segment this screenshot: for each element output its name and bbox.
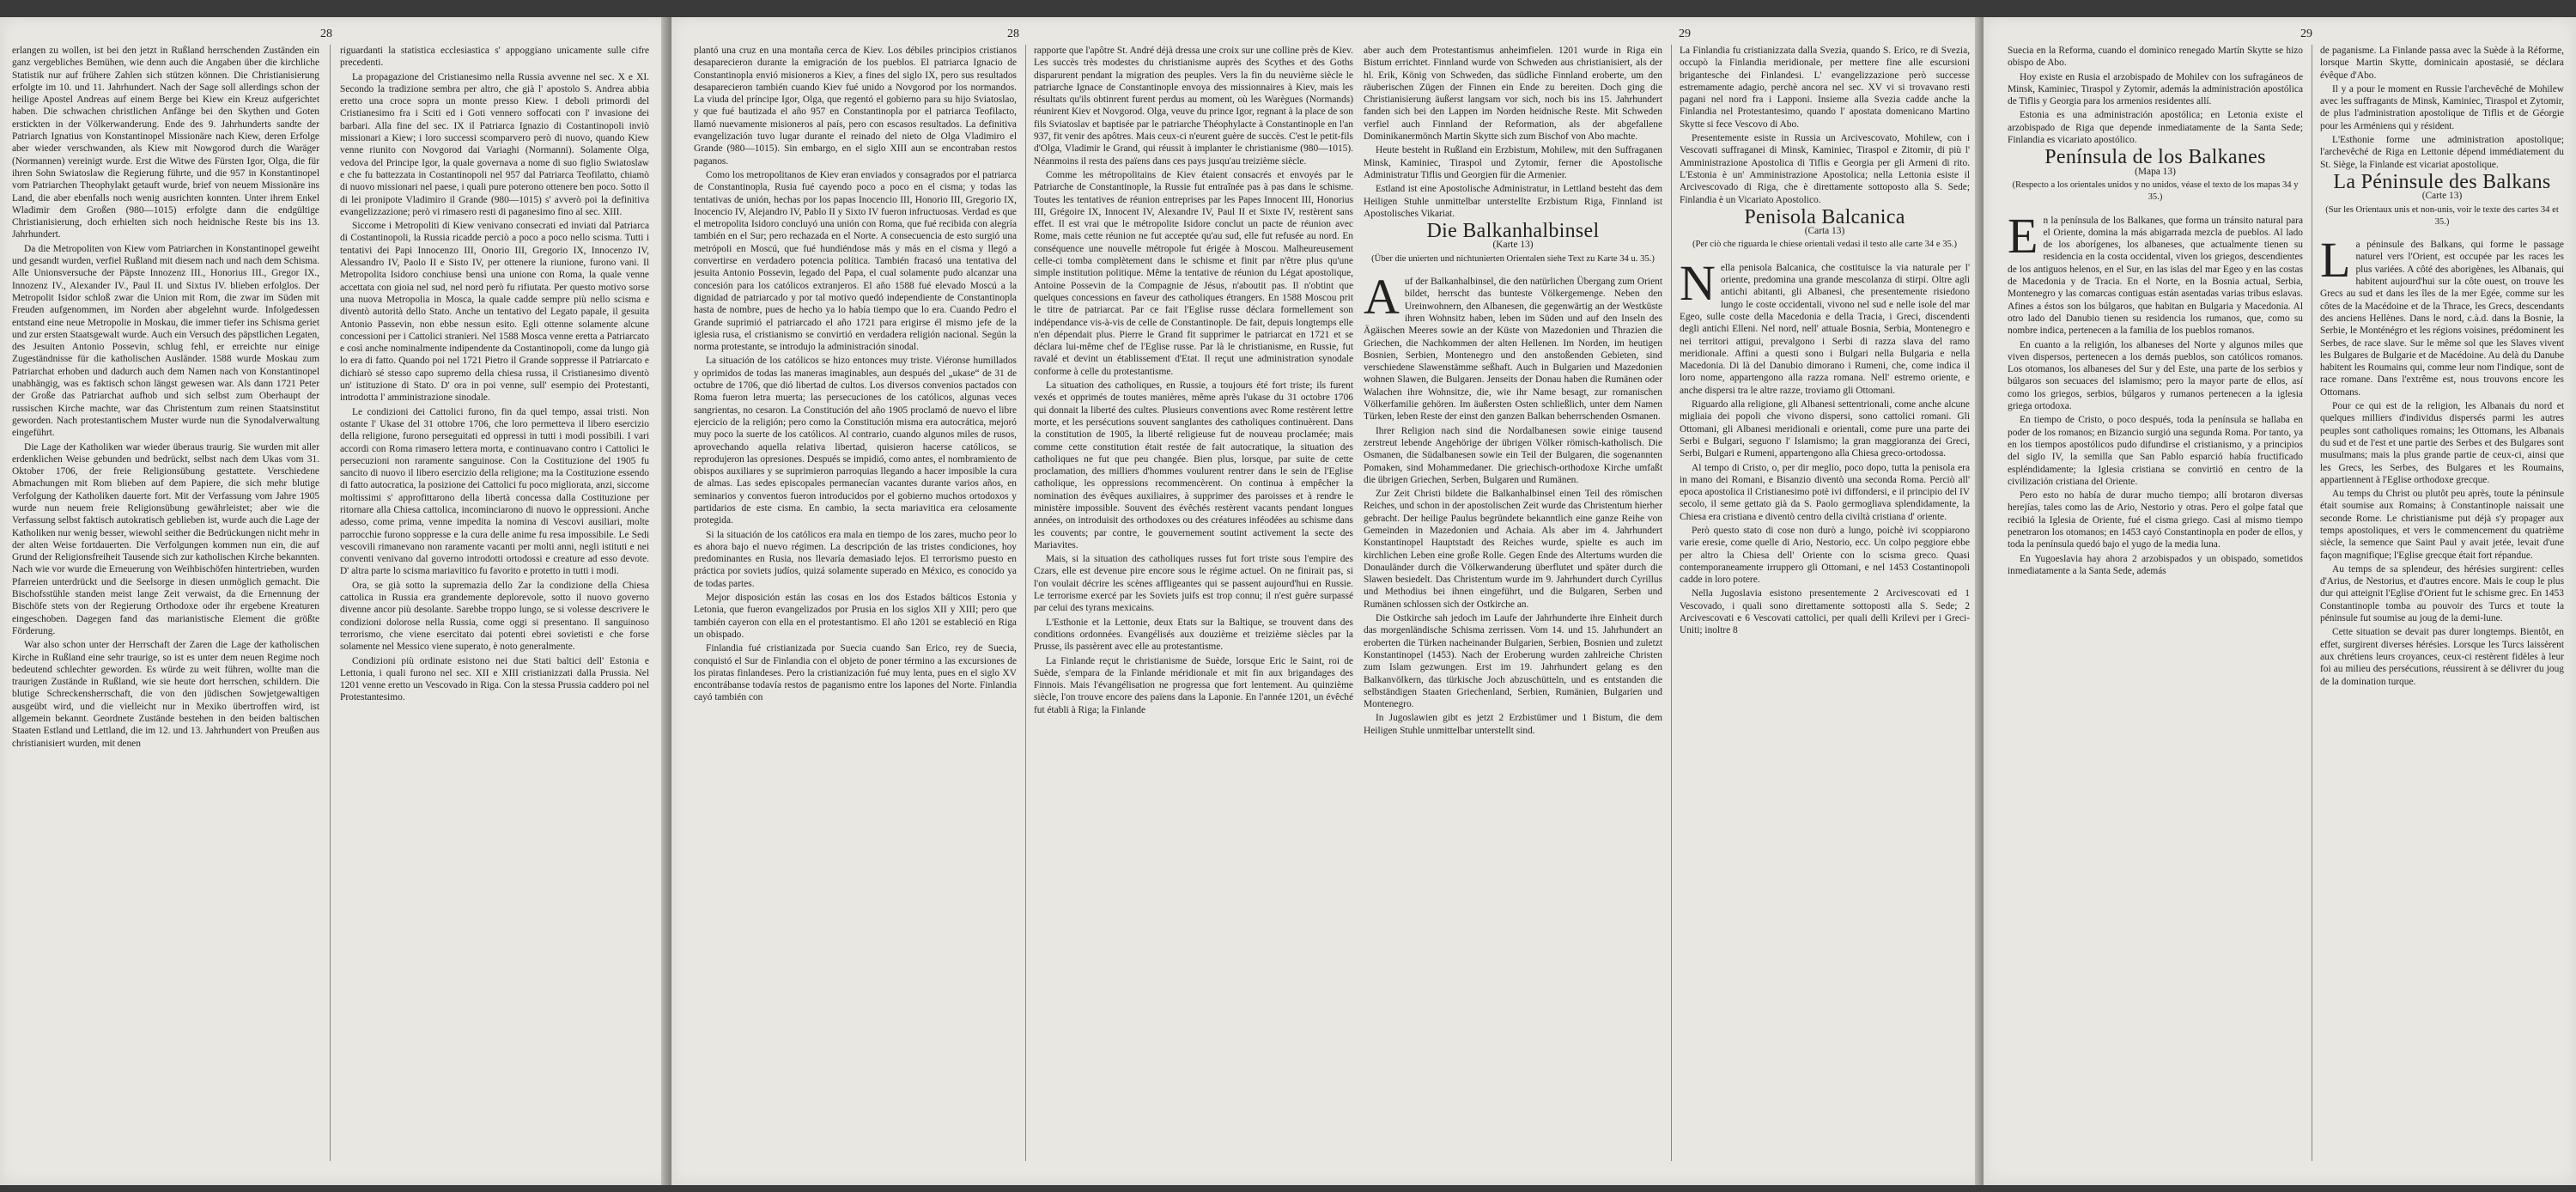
paragraph: Siccome i Metropoliti di Kiew venivano consecrati ed inviati dal Patriarca di Costantinopoli, la Russia ricadde perciò a poco a poco nello scisma. Tutti i tentativi dei Papi Innocenzo III, Onorio III, Gregorio IX, Innocenzo IV, Alessandro IV, Paolo II e Sisto IV, per ottenere la riunione, furono vani. Il Metropolita Isidoro conchiuse bensì una unione con Roma, la quale venne accettata con gioia nel sud, nel nord però fu rifiutata. Per questo motivo sorse una nuova Metropolia in Mosca, la quale cadde sempre più nello scisma e diventò autorità dello Stato. Anche un tentativo del Legato papale, il gesuita Antonio Passevin, non ebbe nessun esito. Egli ottenne solamente alcune concessioni per i Cattolici stranieri. Nel 1588 Mosca venne eretta a Patriarcato e così anche nominalmente indipendente da Costantinopoli, come da lungo già lo era di fatto. Quando poi nel 1721 Pietro il Grande soppresse il Patriarcato e dichiarò sé stesso capo supremo della chiesa russa, il Cristianesimo diventò un' istituzione di Stato. D' ora in poi venne, sull' esempio dei Protestanti, introdotta l' amministrazione sinodale. bbox=[340, 221, 649, 404]
paragraph: Pour ce qui est de la religion, les Albanais du nord et quelques milliers d'individus dispersés parmi les autres peuples sont catholiques romains; les Ottomans, les Albanais du sud et de l'est et une partie des Serbes et des Bulgares sont musulmans; mais la plus grande partie de ceux-ci, ainsi que les Grecs, les Serbes, des Bulgares et les Roumains, appartiennent à l'Eglise orthodoxe grecque. bbox=[2320, 401, 2564, 485]
paragraph: La propagazione del Cristianesimo nella Russia avvenne nel sec. X e XI. Secondo la tradizione sembra per altro, che già l' apostolo S. Andrea abbia eretto una croce sopra un monte presso Kiew. I deboli primordi del Cristianesimo fra i Sciti ed i Goti vennero soffocati con l' invasione dei barbari. Alla fine del sec. IX il Patriarca Ignazio di Costantinopoli inviò missionari a Kiew; i loro successi scomparvero però di nuovo, quando Kiew venne riunito con Novgorod dai Variaghi (Normanni). Solamente Olga, vedova del Principe Igor, la quale governava a nome di suo figlio Swiatoslaw e che fu battezzata in Costantinopoli nel 957 dal Patriarca Teofilatto, chiamò di nuovo missionari nel paese, i quali pure poterono ottenere ben poco. Sotto il di lei pronipote Vladimiro il Grande (980—1015) s' avverò poi la definitiva evangelizzazione; però vi rimasero resti di paganesimo fino al sec. XIII. bbox=[340, 71, 649, 217]
paragraph bbox=[1680, 254, 1970, 397]
paragraph: L'Esthonie forme une administration apostolique; l'archevêché de Riga en Lettonie dépend immédiatement du St. Siège, la Finlande est vicariat apostolique. bbox=[2320, 135, 2564, 170]
map-reference: (Karte 13) bbox=[1492, 240, 1534, 251]
section-title: Penisola Balcanica bbox=[1744, 205, 1905, 228]
section-note: (Sur les Orientaux unis et non-unis, voir le texte des cartes 34 et 35.) bbox=[2325, 204, 2559, 227]
paragraph: Hoy existe en Rusia el arzobispado de Mohilev con los sufragáneos de Minsk, Kaminiec, Tiraspol y Zytomir, además la administración apostólica de Tiflis y Georgia para los armenios residentes allí. bbox=[2008, 71, 2303, 107]
column-rule bbox=[330, 45, 331, 1161]
paragraph: Estland ist eine Apostolische Administratur, in Lettland besteht das dem Heiligen Stuhle unmittelbar unterstellte Erzbistum Riga, Finnland ist Apostolisches Vikariat. bbox=[1364, 184, 1662, 219]
paragraph-text: a péninsule des Balkans, qui forme le passage naturel vers l'Orient, est occupée par les races les plus variées. A côté des aborigènes, les Albanais, qui habitent aujourd'hui sur la côte ouest, on trouve les Grecs au sud et dans les îles de la mer Egée, comme sur les côtes de la Macédoine et de la Thrace, les Grecs, descendants des anciens Hellènes. Dans le nord, c.à.d. dans la Bosnie, la Serbie, le Monténégro et les régions voisines, prédominent les Serbes, de race slave. Sur le même sol que les Slaves vivent les Bulgares de Bulgarie et de Macédoine. Au delà du Danube habitent les Roumains qui, comme leur nom l'indique, sont de race romane. Dans l'extrême est, nous trouvons encore les Ottomans. bbox=[2320, 240, 2564, 398]
paragraph: Cette situation se devait pas durer longtemps. Bientôt, en effet, surgirent diverses hérésies. Lorsque les Turcs laissèrent aux chrétiens leurs croyances, ceux-ci restèrent fidèles à leur foi au milieu des persécutions, réussirent à se délivrer du joug de la domination turque. bbox=[2320, 627, 2564, 687]
paragraph-text: n la península de los Balkanes, que forma un tránsito natural para el Oriente, domina la más abigarrada mezcla de pueblos. Al lado de los aborígenes, los albaneses, que actualmente tienen su residencia en la costa occidental, viven los griegos, descendientes de los antiguos helenos, en el Sur, en las islas del mar Egeo y en las costas de Macedonia y de Tracia. En el Norte, en la Bosnia actual, Serbia, Montenegro y las comarcas contiguas están asentadas varias tribus eslavas. Afines a éstos son los búlgaros, que habitan en Bulgaria y Macedonia. Al otro lado del Danubio tienen su residencia los rumanos, que, como su nombre indica, pertenecen a la familia de los pueblos romanos. bbox=[2008, 215, 2303, 337]
paragraph: Presentemente esiste in Russia un Arcivescovato, Mohilew, con i Vescovati suffraganei di Minsk, Kaminiec, Tiraspol e Zitomir, di più l' Amministrazione Apostolica di Tiflis e Georgia per gli Armeni di rito. L'Estonia è un' Amministrazione Apostolica; nella Lettonia esiste il Arcivescovado di Riga, che è direttamente sottoposto alla S. Sede; Finlandia è un Vicariato Apostolico. bbox=[1680, 133, 1970, 205]
page-number-mid-left: 28 bbox=[1007, 27, 1019, 40]
page-number-right: 29 bbox=[2300, 27, 2312, 40]
german-balkan-column bbox=[1364, 45, 1662, 1158]
paragraph bbox=[2320, 232, 2564, 398]
paragraph: Suecia en la Reforma, cuando el dominico renegado Martín Skytte se hizo obispo de Abo. bbox=[2008, 46, 2303, 69]
paragraph: Como los metropolitanos de Kiev eran enviados y consagrados por el patriarca de Constantinopla, Rusia fué cayendo poco a poco en el cisma; y todas las tentativas de unión, hechas por los papas Inocencio III, Honorio III, Gregorio IX, Inocencio IV, Alejandro IV, Pablo II y Sixto IV fueron infructuosas. Verdad es que el metropolita Isidoro concluyó una unión con Roma, que fué recibida con alegría también en el Sur; pero rechazada en el Norte. A consecuencia de esto surgió una metrópoli en Moscú, que fué hundiéndose más y más en el cisma y llegó a convertirse en verdadero potencia política. También fracasó una tentativa del jesuita Antonio Possevin, legado del Papa, el cual solamente pudo alcanzar una concesión para los católicos extranjeros. El año 1588 fué elevado Moscú a la dignidad de patriarcado y por tal motivo quedó independiente de Constantinopla hasta de nombre, pues de hecho ya lo había tiempo que lo era. Cuando Pedro el Grande suprimió el patriarcado el año 1721 para erigirse él mismo jefe de la iglesia rusa, el cristianismo se convirtió en verdadera religión nacional. Según la norma protestante, se introdujo la administración sinodal. bbox=[694, 169, 1017, 353]
paragraph: riguardanti la statistica ecclesiastica s' appoggiano unicamente sulle cifre precedenti. bbox=[340, 46, 649, 69]
paragraph-text: uf der Balkanhalbinsel, die den natürlichen Übergang zum Orient bildet, herrscht das bunteste Völkergemenge. Neben den Ureinwohnern, den Albanesen, die gegenwärtig an der Westküste ihren Wohnsitz haben, leben im Süden und auf den Inseln des Ägäischen Meeres sowie an der Küste von Mazedonien und Thrazien die Griechen, die Nachkommen der alten Hellenen. Im Norden, im heutigen Bosnien, Serbien, Montenegro und den anstoßenden Gebieten, sind verschiedene Slawenstämme seßhaft. Auch in Bulgarien und Mazedonien wohnen Slawen, die Bulgaren. Jenseits der Donau haben die Rumänen oder Walachen ihre Wohnsitze, die, wie ihr Name besagt, zur romanischen Völkerfamilie gehören. Im äußersten Osten schließlich, unter dem Namen Türken, leben Reste der einst den ganzen Balkan beherrschenden Osmanen. bbox=[1364, 277, 1662, 423]
page-number-left: 28 bbox=[320, 27, 332, 40]
paragraph: La Finlandia fu cristianizzata dalla Svezia, quando S. Erico, re di Svezia, occupò la Finlandia meridionale, per mettere fine alle escursioni brigantesche dei Finlandesi. L' evangelizzazione però successe estremamente adagio, perchè ancora nel sec. XV vi si trovavano resti pagani nel nord fra i Lapponi. Insieme alla Svezia cadde anche la Finlandia nel Protestantesimo, quando l' apostata domenicano Martino Skytte si fece Vescovo di Abo. bbox=[1680, 46, 1970, 130]
paragraph: Pero esto no había de durar mucho tiempo; allí brotaron diversas herejías, tales como las de Ario, Nestorio y otras. Pero el golpe fatal que recibió la Iglesia de Oriente, fué el cisma griego. Casi al mismo tiempo penetraron los otomanos; en 1453 cayó Constantinopla en poder de ellos, y toda la península quedó bajo el yugo de la media luna. bbox=[2008, 490, 2303, 550]
paragraph: Mejor disposición están las cosas en los dos Estados bálticos Estonia y Letonia, que fueron evangelizados por Prusia en los siglos XII y XIII; pero que también cayeron con ella en el protestantismo. El año 1201 se estableció en Riga un obispado. bbox=[694, 593, 1017, 640]
paragraph: In Jugoslawien gibt es jetzt 2 Erzbistümer und 1 Bistum, die dem Heiligen Stuhle unmittelbar unterstellt sind. bbox=[1364, 713, 1662, 736]
paragraph bbox=[1364, 269, 1662, 423]
spanish-russia-column bbox=[694, 45, 1017, 1158]
italian-balkan-column bbox=[1680, 45, 1970, 1158]
paragraph: La Finlande reçut le christianisme de Suède, lorsque Eric le Saint, roi de Suède, s'empara de la Finlande méridionale et mit fin aux brigandages des Finnois. Mais l'évangélisation ne progressa que fort lentement. Au quinzième siècle, l'on trouve encore des païens dans la Laponie. En l'année 1201, un évêché fut établi à Riga; la Finlande bbox=[1034, 655, 1353, 715]
paragraph: Zur Zeit Christi bildete die Balkanhalbinsel einen Teil des römischen Reiches, und schon in der apostolischen Zeit wurde das Christentum hierher gebracht. Der heilige Paulus begründete bekanntlich eine ganze Reihe von Gemeinden in Mazedonien und Achaia. Als aber im 4. Jahrhundert Konstantinopel Hauptstadt des Reiches wurde, spielte es auch im kirchlichen Leben eine große Rolle. Gegen Ende des Altertums wurden die Donauländer durch die Völkerwanderung überflutet und später durch die Slawen besiedelt. Das Christentum wurde im 9. Jahrhundert durch Cyrillus und Methodius bei ihnen eingeführt, und die Bulgaren, Serben und Rumänen schlossen sich der Ostkirche an. bbox=[1364, 489, 1662, 610]
italian-russia-column bbox=[340, 45, 649, 1158]
paragraph: Ihrer Religion nach sind die Nordalbanesen sowie einige tausend zerstreut lebende Angehörige der übrigen Völker römisch-katholisch. Die Osmanen, die Südalbanesen sowie ein Teil der Bulgaren, die sogenannten Pomaken, sind Mohammedaner. Die griechisch-orthodoxe Kirche umfaßt die übrigen Griechen, Serben, Bulgaren und Rumänen. bbox=[1364, 425, 1662, 485]
drop-cap: A bbox=[1364, 269, 1400, 325]
paragraph: Die Lage der Katholiken war wieder überaus traurig. Sie wurden mit aller erdenklichen Weise gebunden und bedrückt, selbst nach dem Ukas vom 31. Oktober 1706, der freie Religionsübung gestattete. Verschiedene Abmachungen mit Rom blieben auf dem Papiere, die sich mehr blutige Verfolgung der Katholiken dauerte fort. Mit der Verfassung vom Jahre 1905 wurde nun neuem freie Religionsübung gewährleistet; aber wie die Verfassung selbst faktisch autokratisch geblieben ist, wurde auch die Lage der Katholiken nur wenig besser, wiewohl seither die Bedrückungen nicht mehr in der alten Weise fortdauerten. Die Verfolgungen kommen nun ein, die auf Grund der Religionsfreiheit Tausende sich zur katholischen Kirche bekannten. Nach wie vor wurde die Erneuerung von Weihbischöfen hintertrieben, wurden Pfarreien unterdrückt und die Seelsorge in diesen unmöglich gemacht. Die Bischofsstühle standen meist lange Zeit verwaist, da die Ernennung der Bischöfe stets von der Regierung Orthodoxe oder ihr ergebene Kreaturen eingeschoben. Dagegen fand das marianistische Element die größte Förderung. bbox=[12, 441, 319, 636]
paragraph: Il y a pour le moment en Russie l'archevêché de Mohilew avec les suffragants de Minsk, Kaminiec, Tiraspol et Zytomir, de plus l'administration apostolique de Tiflis et de Géorgie pour les Arméniens qui y résident. bbox=[2320, 83, 2564, 131]
column-rule bbox=[1671, 45, 1672, 1161]
section-title: Península de los Balkanes bbox=[2044, 146, 2266, 169]
paragraph: En cuanto a la religión, los albaneses del Norte y algunos miles que viven dispersos, pertenecen a los demás pueblos, son católicos romanos. Los otomanos, los albaneses del Sur y del Este, una parte de los serbios y búlgaros son secuaces del islamismo; pero la mayor parte de ellos, así como los griegos, serbios, búlgaros y rumanos pertenecen a la iglesia griega ortodoxa. bbox=[2008, 339, 2303, 412]
paragraph: Au temps de sa splendeur, des hérésies surgirent: celles d'Arius, de Nestorius, et d'autres encore. Mais le coup le plus dur qui atteignit l'Eglise d'Orient fut le schisme grec. En 1453 Constantinople tomba au pouvoir des Turcs et toute la péninsule fut soumise au joug de la demi-lune. bbox=[2320, 563, 2564, 624]
paragraph: Die Ostkirche sah jedoch im Laufe der Jahrhunderte ihre Einheit durch das morgenländische Schisma zerrissen. Vom 14. und 15. Jahrhundert an eroberten die Türken nacheinander Bulgarien, Serbien, Bosnien und zuletzt Konstantinopel (1453). Nach der Eroberung wurden zahlreiche Christen zum Islam gezwungen. Erst im 19. Jahrhundert gelang es den Balkanvölkern, das türkische Joch abzuschütteln, und es entstanden die selbständigen Staaten Griechenland, Serbien, Rumänien, Bulgarien und Montenegro. bbox=[1364, 613, 1662, 710]
drop-cap: E bbox=[2008, 207, 2038, 264]
section-title: Die Balkanhalbinsel bbox=[1426, 220, 1600, 243]
paragraph: Ora, se già sotto la supremazia dello Zar la condizione della Chiesa cattolica in Russia era grandemente deplorevole, sotto il nuovo governo divenne ancor più desolante. Sarebbe troppo lungo, se si volesse descrivere le condizioni dolorose nella Russia, come oggi si presentano. Il sanguinoso terrorismo, che viene esercitato dai potenti ebrei sovietisti e che forse solamente nel Messico viene superato, è noto generalmente. bbox=[340, 580, 649, 653]
section-note: (Per ciò che riguarda le chiese orientali vedasi il testo alle carte 34 e 35.) bbox=[1692, 240, 1957, 250]
paragraph: Au temps du Christ ou plutôt peu après, toute la péninsule était soumise aux Romains; à Constantinople naissait une seconde Rome. Le christianisme put déjà s'y propager aux temps apostoliques, et vers le commencement du quatrième siècle, la semence que Saint Paul y avait jetée, levait d'une façon magnifique; l'Eglise grecque était fort répandue. bbox=[2320, 489, 2564, 561]
map-reference: (Mapa 13) bbox=[2135, 166, 2176, 177]
drop-cap: L bbox=[2320, 232, 2351, 289]
paragraph: La situation des catholiques, en Russie, a toujours été fort triste; ils furent vexés et opprimés de toutes manières, même après l'ukase du 31 octobre 1706 qui donnait la liberté des cultes. Plusieurs conventions avec Rome restèrent lettre morte, et les persécutions souvent sanglantes des catholiques continuèrent. Dans la constitution de 1905, la liberté religieuse fut de nouveau proclamée; mais comme cette constitution était restée de fait autocratique, la situation des catholiques ne fut que peu changée. Bien plus, lorsque, par suite de cette proclamation, des milliers d'hommes voulurent rentrer dans le sein de l'Eglise catholique, les oppressions recommencèrent. On continua à empêcher la nomination des évêques auxiliaires, à supprimer des paroisses et à rendre le ministère impossible. Souvent des évêchés restèrent vacants pendant longues années, on introduisit des orthodoxes ou des créatures inféodées au schisme dans les couvents; par contre, le gouvernement soutint activement la secte des Mariavites. bbox=[1034, 380, 1353, 550]
french-russia-column bbox=[1034, 45, 1353, 1158]
paragraph: Heute besteht in Rußland ein Erzbistum, Mohilew, mit den Suffraganen Minsk, Kaminiec, Tiraspol und Zytomir, ferner die Apostolische Administratur Tiflis und Georgien für die Armenier. bbox=[1364, 145, 1662, 180]
paragraph: Si la situación de los católicos era mala en tiempo de los zares, mucho peor lo es ahora bajo el nuevo régimen. La descripción de las tristes condiciones, hoy predominantes en Rusia, nos llevaría demasiado lejos. El terrorismo puesto en práctica por soviets judíos, quizá solamente superado en México, es conocido ya de todas partes. bbox=[694, 529, 1017, 589]
paragraph: Comme les métropolitains de Kiev étaient consacrés et envoyés par le Patriarche de Constantinople, la Russie fut entraînée pas à pas dans le schisme. Toutes les tentatives de réunion entreprises par les Papes Innocent III, Honorius III, Grégoire IX, Innocent IV, Alexandre IV, Paul II et Sixte IV, restèrent sans effet. Il est vrai que le métropolite Isidore conclut un pacte de réunion avec Rome, mais cette réunion ne fut acceptée qu'au sud, elle fut refusée au nord. En conséquence une nouvelle métropole fut érigée à Moscou. Malheureusement celle-ci tomba complètement dans le schisme et finit par n'être plus qu'une simple institution politique. Même la tentative de réunion du Légat apostolique, Antoine Possevin de la Compagnie de Jésus, n'aboutit pas. Il n'obtint que quelques concessions en faveur des catholiques étrangers. En 1588 Moscou prit le titre de patriarcat. Par ce fait l'Eglise russe déclara formellement son indépendance vis-à-vis de celle de Constantinople. De fait, depuis longtemps elle n'en dépendait plus. Pierre le Grand fit supprimer le patriarcat en 1721 et se déclara lui-même chef de l'Eglise russe. Par là le christianisme, en Russie, fut ravalé et devint un établissement d'Etat. Il reçut une administration synodale conforme à celle du protestantisme. bbox=[1034, 169, 1353, 377]
paragraph: En Yugoeslavia hay ahora 2 arzobispados y un obispado, sometidos inmediatamente a la Santa Sede, además bbox=[2008, 553, 2303, 576]
page-number-mid-right: 29 bbox=[1679, 27, 1691, 40]
section-note: (Respecto a los orientales unidos y no unidos, véase el texto de los mapas 34 y 35.) bbox=[2012, 179, 2299, 203]
paragraph: Finlandia fué cristianizada por Suecia cuando San Erico, rey de Suecia, conquistó el Sur de Finlandia con el objeto de poner término a las excursiones de los piratas finlandeses. Pero la cristianización fué muy lenta, pues en el siglo XV encontrábanse todavía restos de paganismo entre los lapones del Norte. Finlandia cayó también con bbox=[694, 643, 1017, 703]
paragraph: Le condizioni dei Cattolici furono, fin da quel tempo, assai tristi. Non ostante l' Ukase del 31 ottobre 1706, che loro permetteva il libero esercizio della religione, furono perseguitati ed oppressi in tutti i modi possibili. I vari accordi con Roma rimasero lettera morta, e continuavano contro i Cattolici le persecuzioni non raramente sanguinose. Con la Costituzione del 1905 fu sancito di nuovo il libero esercizio della religione; ma la Costituzione essendo di fatto autocratica, la posizione dei Cattolici fu poco migliorata, anzi, siccome moltissimi s' approfittarono della libertà concessa dalla Costituzione per ritornare alla Chiesa cattolica, incominciarono di nuovo le oppressioni. Anche adesso, come prima, venne impedita la nomina di Vescovi ausiliari, molte parrocchie furono soppresse e la cura delle anime fu resa impossibile. Le Sedi vescovili rimanevano non raramente vacanti per molti anni, negli istituti e nei conventi venivano dal governo introdotti ortodossi e creature ad esso devote. D' altra parte lo scisma mariavitico fu favorito e protetto in tutti i modi. bbox=[340, 406, 649, 577]
german-russia-column bbox=[12, 45, 319, 1158]
paragraph bbox=[2008, 207, 2303, 338]
paragraph: Condizioni più ordinate esistono nei due Stati baltici dell' Estonia e Lettonia, i quali furono nel sec. XII e XIII cristianizzati dalla Prussia. Nel 1201 venne eretto un Vescovado in Riga. Con la stessa Prussia caddero poi nel Protestantesimo. bbox=[340, 655, 649, 703]
paragraph: aber auch dem Protestantismus anheimfielen. 1201 wurde in Riga ein Bistum errichtet. Finnland wurde von Schweden aus christianisiert, als der hl. Erik, König von Schweden, das südliche Finnland eroberte, um den räuberischen Zügen der Finnen ein Ende zu bereiten. Doch ging die Christianisierung äußerst langsam vor sich, noch bis ins 15. Jahrhundert fanden sich bei den Lappen im Norden heidnische Reste. Mit Schweden verfiel auch Finnland der Reformation, als der abgefallene Dominikanermönch Martin Skytte sich zum Bischof von Abo machte. bbox=[1364, 46, 1662, 143]
column-rule bbox=[1025, 45, 1026, 1161]
section-title: La Péninsule des Balkans bbox=[2333, 170, 2551, 193]
spanish-balkan-column bbox=[2008, 45, 2303, 1158]
paragraph: Però questo stato di cose non durò a lungo, poichè ivi scoppiarono varie eresie, come quelle di Ario, Nestorio, ecc. Un colpo peggiore ebbe per altro la Chiesa dell' Oriente con lo scisma greco. Quasi contemporaneamente irruppero gli Ottomani, e nel 1453 Costantinopoli cadde in loro potere. bbox=[1680, 525, 1970, 586]
paragraph: Riguardo alla religione, gli Albanesi settentrionali, come anche alcune migliaia dei popoli che vivono dispersi, sono cattolici romani. Gli Ottomani, gli Albanesi meridionali e orientali, come pure una parte dei Serbi e Bulgari, seguono l' Islamismo; la gran maggioranza dei Greci, Serbi, Bulgari e Rumeni, appartengono alla Chiesa greco-ortodossa. bbox=[1680, 399, 1970, 459]
drop-cap: N bbox=[1680, 254, 1716, 311]
map-reference: (Carta 13) bbox=[1804, 226, 1845, 237]
paragraph: plantó una cruz en una montaña cerca de Kiev. Los débiles principios cristianos desaparecieron durante la emigración de los pueblos. El patriarca Ignacio de Constantinopla envió misioneros a Kiev, a fines del siglo IX, pero sus resultados desaparecieron también cuando Kiev fué unido a Novgorod por los normandos. La viuda del príncipe Igor, Olga, que regentó el gobierno para su hijo Sviatoslao, y que fué bautizada el año 957 en Constantinopla por el patriarca Teofilacto, llamó nuevamente misioneros al país, pero con escasos resultados. La definitiva evangelización tuvo lugar durante el reinado del nieto de Olga Vladimiro el Grande (980—1015). Sin embargo, en el siglo XIII aun se encontraban restos paganos. bbox=[694, 46, 1017, 167]
paragraph: La situación de los católicos se hizo entonces muy triste. Viéronse humillados y oprimidos de todas las maneras imaginables, aun después del „ukase“ de 31 de octubre de 1706, que dió libertad de cultos. Los diversos convenios pactados con Roma fueron letra muerta; las persecuciones de los católicos, algunas veces sangrientas, no cesaron. La Constitución del año 1905 proclamó de nuevo el libre ejercicio de la religión; pero como la Constitución misma era autocrática, mejoró muy poco la suerte de los católicos. Al contrario, cuando algunos miles de rusos, aprovechando aquella relativa libertad, quisieron hacerse católicos, se reprodujeron las opresiones. Después se impidió, como antes, el nombramiento de obispos auxiliares y se suprimieron parroquias llegando a hacer imposible la cura de almas. Las sedes episcopales permanecían vacantes durante varios años, en seminarios y conventos fueron introducidos por el gobierno muchos ortodoxos y partidarios de este cisma. En cambio, la secta mariavitica era celosamente protegida. bbox=[694, 356, 1017, 526]
paragraph: Nella Jugoslavia esistono presentemente 2 Arcivescovati ed 1 Vescovado, i quali sono direttamente sottoposti alla S. Sede; 2 Arcivescovati e 6 Vescovati cattolici, per quali delli Krilevi per i Greci-Uniti; inoltre 8 bbox=[1680, 588, 1970, 636]
section-note: (Über die unierten und nichtunierten Orientalen siehe Text zu Karte 34 u. 35.) bbox=[1371, 253, 1655, 264]
paragraph: En tiempo de Cristo, o poco después, toda la península se hallaba en poder de los romanos; en Bizancio surgió una segunda Roma. Por tanto, ya en los tiempos apostólicos pudo difundirse el cristianismo, y a principios del siglo IV, la semilla que San Pablo esparció había fructificado espléndidamente; la Iglesia cristiana se convirtió en centro de la civilización cristiana del Oriente. bbox=[2008, 415, 2303, 487]
paragraph: Da die Metropoliten von Kiew vom Patriarchen in Konstantinopel geweiht und gesandt wurden, verfiel Rußland mit diesem nach und nach dem Schisma. Alle Unionsversuche der Päpste Innozenz III., Honorius III., Gregor IX., Innozenz IV., Alexander IV., Paul II. und Sixtus IV. blieben erfolglos. Der Metropolit Isidor schloß zwar die Union mit Rom, die zwar im Süden mit Freuden aufgenommen, im Norden aber abgelehnt wurde. Infolgedessen entstand eine neue Metropolie in Moskau, die immer tiefer ins Schisma geriet und zur ersten Staatsgewalt wurde. Auch ein Versuch des päpstlichen Legaten, des Jesuiten Antonio Possevin, schlug fehl, er erreichte nur einige Zugeständnisse für die katholischen Ausländer. 1588 wurde Moskau zum Patriarchat erhoben und dadurch auch dem Namen nach von Konstantinopel unabhängig, was es faktisch schon längst gewesen war. Als dann 1721 Peter der Große das Patriarchat aufhob und sich selbst zum Oberhaupt der russischen Kirche machte, war das Christentum zum reinen Staatsinstitut geworden. Nach protestantischem Muster wurde nun die Synodalverwaltung eingeführt. bbox=[12, 243, 319, 439]
paragraph: Estonia es una administración apostólica; en Letonia existe el arzobispado de Riga que depende inmediatamente de la Santa Sede; Finlandia es vicariato apostólico. bbox=[2008, 110, 2303, 146]
paragraph: de paganisme. La Finlande passa avec la Suède à la Réforme, lorsque Martin Skytte, dominicain apostasié, se déclara évêque d'Abo. bbox=[2320, 46, 2564, 81]
map-reference: (Carte 13) bbox=[2421, 191, 2463, 202]
paragraph: War also schon unter der Herrschaft der Zaren die Lage der katholischen Kirche in Rußland eine sehr traurige, so ist es unter dem neuen Regime noch bedeutend schlechter geworden. Es würde zu weit führen, wollte man die traurigen Zustände in Rußland, wie sie heute dort herrschen, schildern. Die blutige Schreckensherrschaft, die von den jüdischen Sowjetgewaltigen ausgeübt wird, und die vielleicht nur in Mexiko übertroffen wird, ist allgemein bekannt. Geordnete Zustände bestehen in den beiden baltischen Staaten Estland und Lettland, die im 12. und 13. Jahrhundert von Preußen aus christianisiert wurden, mit denen bbox=[12, 640, 319, 749]
paragraph: L'Esthonie et la Lettonie, deux Etats sur la Baltique, se trouvent dans des conditions ordonnées. Evangélisés aux douzième et treizième siècles par la Prusse, ils passèrent avec elle au protestantisme. bbox=[1034, 617, 1353, 653]
paragraph: erlangen zu wollen, ist bei den jetzt in Rußland herrschenden Zuständen ein ganz vergebliches Bemühen, wie denn auch die Angaben über die kirchliche Statistik nur auf frühere Zahlen sich stützen können. Die Christianisierung erfolgte im 10. und 11. Jahrhundert. Nach der Sage soll allerdings schon der heilige Apostel Andreas auf einem Berge bei Kiew ein Kreuz aufgerichtet haben. Die schwachen christlichen Anfänge bei den Skythen und Goten erstickten in der Völkerwanderung. Ende des 9. Jahrhunderts sandte der Patriarch Ignatius von Konstantinopel Missionäre nach Kiew, deren Erfolge aber wieder verschwanden, als Kiew mit Nowgorod durch die Waräger (Normannen) vereinigt wurde. Erst die Witwe des Fürsten Igor, Olga, die für ihren Sohn Swiatoslaw die Regierung führte, und die 957 in Konstantinopel vom Patriarchen Theophylakt getauft wurde, brief von neuem Missionäre ins Land, die aber ebenfalls noch wenig ausrichten konnten. Unter ihrem Enkel Wladimir dem Großen (980—1015) erfolgte dann die endgültige Christianisierung, doch erhielten sich noch heidnische Reste bis ins 13. Jahrhundert. bbox=[12, 46, 319, 240]
paragraph-text: ella penisola Balcanica, che costituisce la via naturale per l' oriente, predomina una grande mescolanza di stirpi. Oltre agli antichi abitanti, gli Albanesi, che presentemente risiedono lungo le coste occidentali, vivono nel sud e nelle isole del mar Egeo, sulle coste della Macedonia e della Tracia, i Greci, discendenti degli antichi Elleni. Nel nord, nell' attuale Bosnia, Serbia, Montenegro e nei territori attigui, prevalgono i Serbi di razza slava del ramo meridionale. Affini a questi sono i Bulgari nella Bulgaria e nella Macedonia. Di là del Danubio dimorano i Rumeni, che, come indica il loro nome, appartengono alla razza romana. Nell' estremo oriente, e anche dispersi tra le altre razze, troviamo gli Ottomani. bbox=[1680, 262, 1970, 396]
paragraph: Mais, si la situation des catholiques russes fut fort triste sous l'empire des Czars, elle est devenue pire encore sous le régime actuel. On ne finirait pas, si l'on voulait décrire les scènes affligeantes qui se passent aujourd'hui en Russie. Le terrorisme exercé par les Soviets juifs est trop connu; il n'est guère surpassé par celui des tyrans mexicains. bbox=[1034, 554, 1353, 614]
paragraph: rapporte que l'apôtre St. André déjà dressa une croix sur une colline près de Kiev. Les succès très modestes du christianisme auprès des Scythes et des Goths disparurent pendant la migration des peuples. Vers la fin du neuvième siècle le patriarche Ignace de Constantinople envoya des missionnaires à Kiev, mais les résultats qu'ils obtinrent furent perdus au moment, où les Warègues (Normands) réunirent Kiev et Novgorod. Olga, veuve du prince Igor, regnant à la place de son fils Sviatoslav et baptisée par le patriarche Théophylacte à Constantinople en l'an 937, fit venir des apôtres. Mais ceux-ci n'eurent guère de succès. C'est le petit-fils d'Olga, Vladimir le Grand, qui réussit à implanter le christianisme (980—1015). Néanmoins il resta des païens dans ces pays jusqu'au treizième siècle. bbox=[1034, 46, 1353, 167]
paragraph: Al tempo di Cristo, o, per dir meglio, poco dopo, tutta la penisola era in mano dei Romani, e Bisanzio diventò una seconda Roma. Perciò all' epoca apostolica il Cristianesimo potè ivi diffondersi, e il principio del IV secolo, il seme gettato già da S. Paolo germogliava splendidamente, la Chiesa era cristiana e diventò centro della civiltà cristiana d' oriente. bbox=[1680, 462, 1970, 522]
french-balkan-column bbox=[2320, 45, 2564, 1158]
